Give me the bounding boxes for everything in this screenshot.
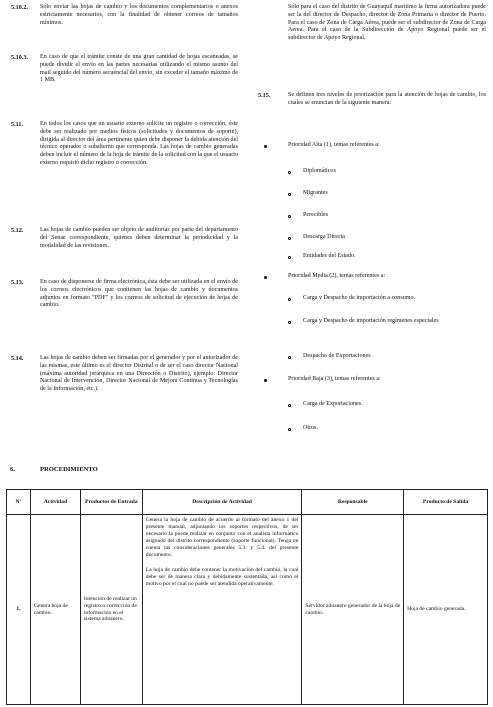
priority-item: Otros. [303, 425, 319, 431]
circle-bullet-icon [288, 256, 291, 259]
procedure-table [6, 489, 488, 705]
responsible-cell: Servidor aduanero generador de la hoja de cambio. [302, 515, 404, 705]
clause-number: 5.10.3. [11, 54, 29, 61]
column-header: Responsable [302, 490, 404, 515]
priority-item: Carga y Despacho de importación regímenes especiales [303, 318, 439, 324]
priority-label-medium: Prioridad Media (2), temas referentes a: [288, 273, 386, 279]
clause-number: 5.15. [258, 92, 271, 99]
clause-text: Las hojas de cambio deben ser firmadas por el generador y por el autorizador de las mismas, este último es el director Distrital o de ser el caso director Nacional (máxima autoridad jerárquica en una Dirección o Distrito), ejemplo: Director Nacional de Intervención, Director Nacional de Mejora Continua y Tecnologías de la Información, etc.). [40, 355, 238, 393]
clause-number: 5.12. [11, 227, 24, 234]
priority-label-low: Prioridad Baja (3), temas referentes a: [288, 376, 381, 382]
priority-item: Despacho de Exportaciones [303, 353, 371, 359]
clause-5-14-continuation: Sólo para el caso del distrito de Guayaquil marítimo la firma autorizadora puede ser la del director de Despacho, director de Zona Primaria o director de Puerto. Para el caso de Zona de Carga Aérea, puede ser el subdirector de Zona de Carga Aérea. Para el caso de la Subdirección de Apoyo Regional puede ser el subdirector de Apoyo Regional. [288, 4, 486, 42]
column-header: Nº [7, 490, 31, 515]
section-title: PROCEDIMIENTO [40, 466, 98, 473]
bullet-icon [264, 379, 267, 382]
circle-bullet-icon [288, 321, 291, 324]
row-number: 1. [7, 515, 31, 705]
priority-item: Carga y Despacho de importación a consumo. [303, 295, 416, 301]
bullet-icon [264, 145, 267, 148]
circle-bullet-icon [288, 171, 291, 174]
clause-text: Las hojas de cambio pueden ser objeto de auditorías por parte del departamento del Senae correspondiente, quienes deben determinar la periodicidad y la modalidad de las revisiones. [40, 227, 238, 249]
clause-text: En todos los casos que un usuario externo solicite un registro o corrección, éste debe ser realizado por medios físicos (solicitudes y documentos de soporte), dirigida al director del área pertinente quien debe disponer la debida atención del técnico operador o subalterno que corresponda. Las hojas de cambio generadas deben incluir el número de la hoja de trámite de la solicitud con la que el usuario externo requirió dicho registro o corrección. [40, 121, 238, 166]
circle-bullet-icon [288, 298, 291, 301]
priority-item: Carga de Exportaciones. [303, 401, 363, 407]
column-header: Actividad [30, 490, 80, 515]
priority-item: Perecibles [303, 212, 329, 218]
output-product-cell: Hoja de cambio generada. [404, 515, 488, 705]
circle-bullet-icon [288, 428, 291, 431]
priority-item: Descarga Directa [303, 234, 346, 240]
circle-bullet-icon [288, 237, 291, 240]
clause-number: 5.14. [11, 355, 24, 362]
clause-text: En caso de disponerse de firma electrónica, ésta debe ser utilizada en el envío de los correos electrónicos que contienen las hojas de cambio y documentos adjuntos en formato "PDF" y los correos de solicitud de ejecución de hojas de cambio. [40, 279, 238, 309]
table-row [7, 515, 488, 705]
clause-number: 5.13. [11, 279, 24, 286]
priority-item: Migrantes [303, 190, 328, 196]
clause-text: Se definen tres niveles de priorización para la atención de hojas de cambio, los cuales se enuncian de la siguiente manera: [288, 92, 486, 106]
priority-item: Diplomáticos [303, 168, 336, 174]
circle-bullet-icon [288, 193, 291, 196]
circle-bullet-icon [288, 215, 291, 218]
description-paragraph: Genera la hoja de cambio de acuerdo al formato del anexo 1 del presente manual, adjuntando los soportes respectivos, de ser necesario la puede realizar en conjunto con el analista informático asignado del distrito correspondiente (soporte funcional). Tenga en cuenta las consideraciones generales 5.3. y 5.4. del presente documento. [145, 517, 299, 558]
column-header: Producto de Salida [404, 490, 488, 515]
activity-cell: Genera hoja de cambio. [30, 515, 80, 705]
description-paragraph: La hoja de cambio debe contener la motivación del cambio, la cual debe ser de manera clara y debidamente sustentada, así como el motivo por el cual no puede ser atendida operativamente. [145, 566, 299, 587]
section-number: 6. [10, 466, 15, 473]
clause-number: 5.10.2. [11, 4, 29, 11]
clause-text: Sólo enviar las hojas de cambio y los documentos complementarios o anexos estrictamente necesarios, con la finalidad de obtener correos de tamaños mínimos. [40, 4, 238, 26]
clause-number: 5.11. [11, 121, 24, 128]
circle-bullet-icon [288, 356, 291, 359]
priority-item: Entidades del Estado. [303, 253, 356, 259]
table-header-row [7, 490, 488, 515]
column-header: Descripción de Actividad [142, 490, 302, 515]
column-header: Productos de Entrada [80, 490, 142, 515]
input-product-cell: Intención de realizar un registro o corrección de información en el sistema aduanero. [80, 515, 142, 705]
priority-label-high: Prioridad Alta (1), temas referentes a: [288, 142, 380, 148]
circle-bullet-icon [288, 404, 291, 407]
description-cell [142, 515, 302, 705]
clause-text: En caso de que el trámite conste de una gran cantidad de hojas escaneadas, se puede dividir el envío en las partes necesarias utilizando el mismo asunto del mail seguido del número secuencial del envío, sin exceder el tamaño máximo de 1 MB. [40, 54, 238, 84]
bullet-icon [264, 276, 267, 279]
